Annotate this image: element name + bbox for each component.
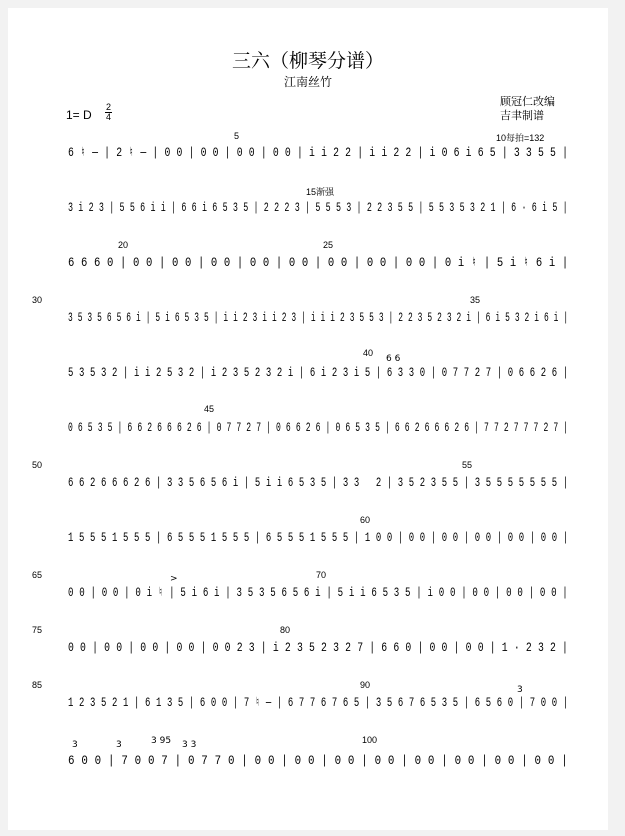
score-page (8, 8, 608, 830)
arranger-credit: 顾冠仁改编 (500, 95, 555, 108)
score-title: 三六（柳琴分谱） (231, 50, 384, 72)
measure-number: 30 (32, 295, 43, 305)
measure-number: 20 (118, 240, 129, 250)
measure-number: 45 (204, 404, 215, 414)
measure-number: 25 (323, 240, 334, 250)
measure-number: 70 (316, 570, 327, 580)
measure-number: 5 (234, 131, 240, 141)
accent-mark: > (170, 574, 178, 584)
staff-line-12: 6 0 0 | 7 0 0 7 | 0 7 7 0 | 0 0 | 0 0 | 0 0 | 0 0 | 0 0 | 0 0 | 0 0 | 0 0 | (68, 753, 568, 768)
staff-line-3: 6 6 6 0 | 0 0 | 0 0 | 0 0 | 0 0 | 0 0 | 0 0 | 0 0 | 0 0 | 0 i ♮ | 5 i ♮ 6 i | (68, 255, 569, 270)
measure-number: 55 (462, 460, 473, 470)
engraver-credit: 吉聿制谱 (500, 109, 544, 122)
staff-line-2: 3 i 2 3 | 5 5 6 i i | 6 6 i 6 5 3 5 | 2 2 2 3 | 5 5 5 3 | 2 2 3 5 5 | 5 5 3 5 3 2 1 | 6 · 6 i 5 | (68, 200, 568, 215)
triplet-mark: 3 (517, 685, 523, 695)
time-bottom: 4 (105, 112, 111, 122)
staff-line-4: 3 5 3 5 6 5 6 i | 5 i 6 5 3 5 | i i 2 3 i i 2 3 | i i i 2 3 5 5 3 | 2 2 3 5 2 3 2 i | 6 i 5 3 2 i 6 i | (68, 310, 569, 325)
measure-number: 35 (470, 295, 481, 305)
triplet-mark: 3 3 (182, 740, 197, 750)
tempo-marking: 10每拍=132 (496, 133, 545, 143)
time-signature (105, 103, 112, 122)
staff-line-9: 0 0 | 0 0 | 0 i ♮ | 5 i 6 i | 3 5 3 5 6 5 6 i | 5 i i 6 5 3 5 | i 0 0 | 0 0 | 0 0 | 0 0 | (68, 585, 568, 600)
staff-line-11: 1 2 3 5 2 1 | 6 1 3 5 | 6 0 0 | 7 ♮ — | 6 7 7 6 7 6 5 | 3 5 6 7 6 5 3 5 | 6 5 6 0 | 7 0 0 | (68, 695, 569, 710)
key-signature: 1= D (66, 108, 92, 122)
upper-notes-mark: 6 6 (386, 354, 401, 364)
score-subtitle: 江南丝竹 (283, 75, 332, 89)
measure-number: 50 (32, 460, 43, 470)
measure-number: 80 (280, 625, 291, 635)
measure-number: 60 (360, 515, 371, 525)
staff-line-1: 6 ♮ — | 2 ♮ — | 0 0 | 0 0 | 0 0 | 0 0 | i i 2 2 | i i 2 2 | i 0 6 i 6 5 | 3 3 5 5 | (68, 145, 569, 160)
measure-number: 90 (360, 680, 371, 690)
measure-number: 100 (362, 735, 378, 745)
measure-number: 85 (32, 680, 43, 690)
dynamic-marking: 15渐强 (306, 187, 335, 197)
time-top: 2 (105, 102, 111, 112)
measure-number: 75 (32, 625, 43, 635)
triplet-mark: 3 (116, 740, 122, 750)
measure-number: 65 (32, 570, 43, 580)
staff-line-5: 5 3 5 3 2 | i i 2 5 3 2 | i 2 3 5 2 3 2 i | 6 i 2 3 i 5 | 6 3 3 0 | 0 7 7 2 7 | 0 6 6 2 6 | (68, 365, 569, 380)
staff-line-8: 1 5 5 5 1 5 5 5 | 6 5 5 5 1 5 5 5 | 6 5 5 5 1 5 5 5 | 1 0 0 | 0 0 | 0 0 | 0 0 | 0 0 | 0 0 | (68, 530, 569, 545)
staff-line-6: 0 6 5 3 5 | 6 6 2 6 6 6 2 6 | 0 7 7 2 7 | 0 6 6 2 6 | 0 6 5 3 5 | 6 6 2 6 6 6 2 6 | 7 7 2 7 7 7 2 7 | (68, 420, 569, 435)
staff-line-10: 0 0 | 0 0 | 0 0 | 0 0 | 0 0 2 3 | i 2 3 5 2 3 2 7 | 6 6 0 | 0 0 | 0 0 | 1 · 2 3 2 | (68, 640, 569, 655)
triplet-mark: 3 (72, 740, 78, 750)
staff-line-7: 6 6 2 6 6 6 2 6 | 3 3 5 6 5 6 i | 5 i i 6 5 3 5 | 3 3 2 | 3 5 2 3 5 5 | 3 5 5 5 5 5 5 5 | (68, 475, 569, 490)
triplet-mark: 3 95 (151, 736, 172, 746)
measure-number: 40 (363, 348, 374, 358)
